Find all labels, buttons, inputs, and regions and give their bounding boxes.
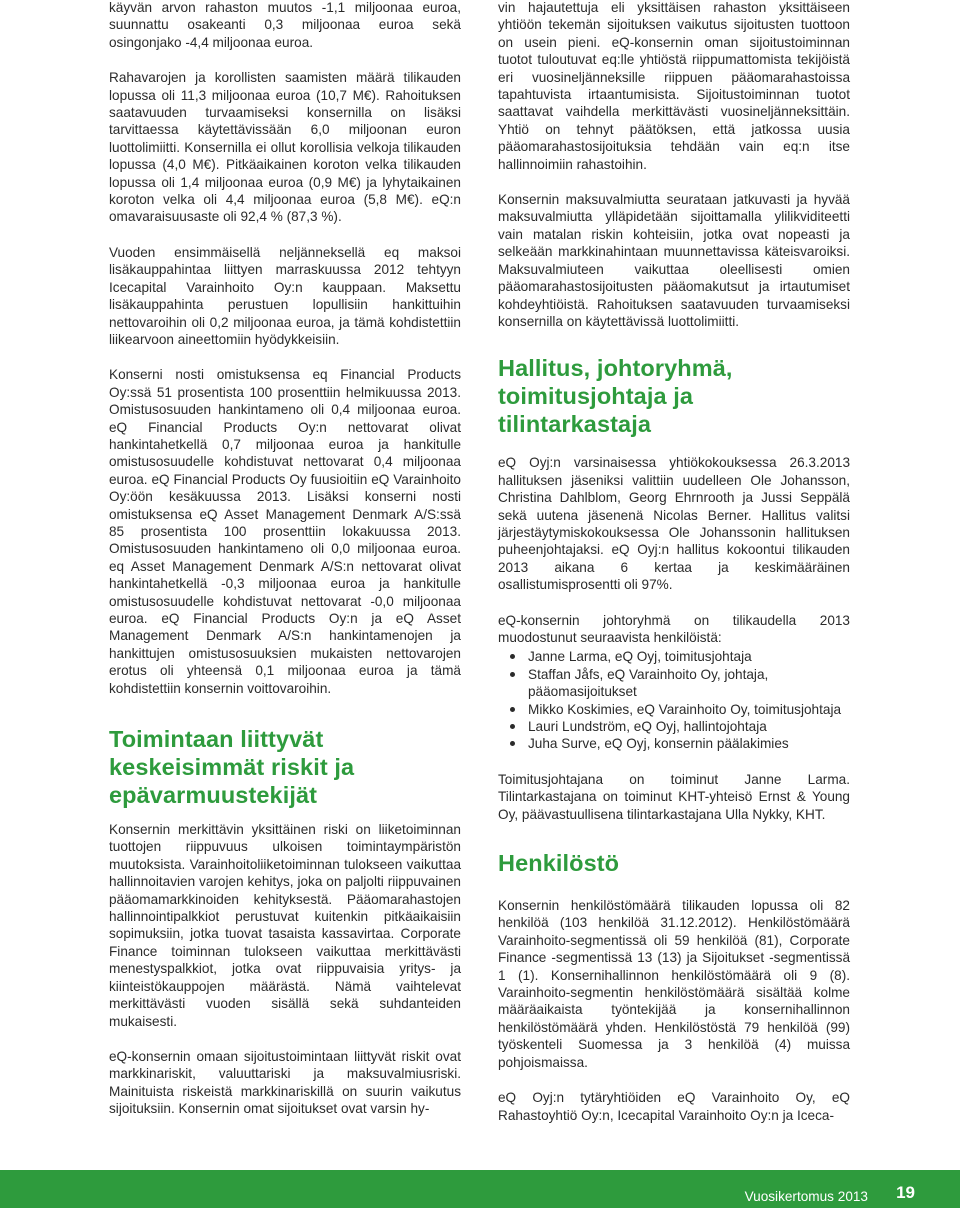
paragraph-ceo-and-auditor: Toimitusjohtajana on toiminut Janne Larma. Tilintarkastajana on toiminut KHT-yhteisö Ernst & Young Oy, päävastuullisena tilintarkastajana Ulla Nykky, KHT.	[498, 771, 850, 822]
paragraph-cash-and-liabilities: Rahavarojen ja korollisten saamisten määrä tilikauden lopussa oli 11,3 miljoonaa euroa (10,7 M€). Rahoituksen saatavuuden turvaamiseksi konsernilla on lisäksi tarvittaessa käytettävissään 6,0 miljoonan euron luottolimiitti. Konsernilla ei ollut korollisia velkoja tilikauden lopussa (4,0 M€). Pitkäaikainen koroton velka tilikauden lopussa oli 1,4 miljoonaa euroa (0,9 M€) ja lyhytaikainen koroton velka oli 4,4 miljoonaa euroa (5,8 M€). eQ:n omavaraisuusaste oli 92,4 % (87,3 %).	[109, 70, 461, 225]
page-number: 19	[896, 1183, 915, 1202]
paragraph-equity-changes: käyvän arvon rahaston muutos -1,1 miljoonaa euroa, suunnattu osakeanti 0,3 miljoonaa euroa sekä osingonjako -4,4 miljoonaa euroa.	[109, 0, 461, 50]
paragraph-headcount: Konsernin henkilöstömäärä tilikauden lopussa oli 82 henkilöä (103 henkilöä 31.12.2012). Henkilöstömäärä Varainhoito-segmentissä oli 59 henkilöä (81), Corporate Finance -segmentissä 13 (13) ja Sijoitukset -segmentissä 1 (1). Konsernihallinnon henkilöstömäärä oli 9 (8). Varainhoito-segmentin henkilöstömäärä sisältää kolme määräaikaista työntekijää ja konsernihallinnon henkilöstömäärä yhden. Henkilöstöstä 79 henkilöä (99) työskenteli Suomessa ja 3 henkilöä (4) muissa pohjoismaissa.	[498, 898, 850, 1070]
paragraph-liquidity: Konsernin maksuvalmiutta seurataan jatkuvasti ja hyvää maksuvalmiutta ylläpidetään sijoittamalla ylilikviditeetti vain matalan riskin kohteisiin, jotka ovat nopeasti ja selkeään markkinahintaan muunnettavissa käteisvaroiksi. Maksuvalmiuteen vaikuttaa oleellisesti omien pääomarahastosijoitusten pääomakutsut ja irtautumiset kohdeyhtiöistä. Rahoituksen saatavuuden turvaamiseksi konsernilla on käytettävissä luottolimiitti.	[498, 192, 850, 329]
paragraph-additional-purchase-price: Vuoden ensimmäisellä neljänneksellä eq maksoi lisäkauppahintaa liittyen marraskuussa 2012 tehtyyn Icecapital Varainhoito Oy:n kauppaan. Maksettu lisäkauppahinta perustuen lopullisiin hankittuihin nettovaroihin oli 0,2 miljoonaa euroa, ja tämä kohdistettiin liikearvoon aineettomiin hyödykkeisiin.	[109, 244, 461, 347]
left-column	[109, 0, 461, 1118]
paragraph-management-intro: eQ-konsernin johtoryhmä on tilikaudella 2013 muodostunut seuraavista henkilöistä:	[498, 612, 850, 645]
paragraph-investment-risk: eQ-konsernin omaan sijoitustoimintaan liittyvät riskit ovat markkinariskit, valuuttariski ja maksuvalmiusriski. Mainituista riskeistä markkinariskillä on suurin vaikutus sijoituksiin. Konsernin omat sijoitukset ovat varsin hy-	[109, 1048, 461, 1117]
management-team-list	[498, 648, 850, 752]
right-column	[498, 0, 850, 1124]
paragraph-business-risk: Konsernin merkittävin yksittäinen riski on liiketoiminnan tuottojen riippuvuus ulkoisen toimintaympäristön muutoksista. Varainhoitoliiketoiminnan tulokseen vaikuttaa hallinnoitavien varojen kehitys, joka on paljolti riippuvainen pääomamarkkinoiden kehityksestä. Pääomarahastojen hallinnointipalkkiot perustuvat kuitenkin pitkäaikaisiin sopimuksiin, jotka tuovat tasaista kassavirtaa. Corporate Finance toiminnan tulokseen vaikuttaa merkittävästi menestyspalkkiot, jotka ovat riippuvaisia yritys- ja kiinteistökauppojen määrästä. Nämä vaihtelevat merkittävästi vuoden sisällä sekä suhdanteiden mukaisesti.	[109, 822, 461, 1029]
board-section-heading: Hallitus, johtoryhmä, toimitusjohtaja ja tilintarkastaja	[498, 355, 733, 438]
list-item: Janne Larma, eQ Oyj, toimitusjohtaja	[528, 648, 850, 665]
paragraph-ownership-increases: Konserni nosti omistuksensa eq Financial Products Oy:ssä 51 prosentista 100 prosenttiin helmikuussa 2013. Omistusosuuden hankintameno oli 0,4 miljoonaa euroa. eQ Financial Products Oy:n nettovarat olivat hankintahetkellä 0,7 miljoonaa euroa ja hankitulle omistusosuudelle kohdistuvat nettovarat 0,4 miljoonaa euroa. eQ Financial Products Oy fuusioitiin eQ Varainhoito Oy:öön kesäkuussa 2013. Lisäksi konserni nosti omistuksensa eQ Asset Management Denmark A/S:ssä 85 prosentista 100 prosenttiin lokakuussa 2013. Omistusosuuden hankintameno oli 0,0 miljoonaa euroa. eq Asset Management Denmark A/S:n nettovarat olivat hankintahetkellä -0,3 miljoonaa euroa ja hankitulle omistusosuudelle kohdistuvat nettovarat -0,0 miljoonaa euroa. eQ Financial Products Oy:n ja eQ Asset Management Denmark A/S:n hankintamenojen ja hankittujen omistusosuuksien mukaisten nettovarojen erotus oli yhteensä 0,1 miljoonaa euroa ja tämä kohdistettiin konsernin voittovaroihin.	[109, 367, 461, 696]
staff-section-heading: Henkilöstö	[498, 850, 620, 877]
paragraph-board-election: eQ Oyj:n varsinaisessa yhtiökokouksessa 26.3.2013 hallituksen jäseniksi valittiin uudelleen Ole Johansson, Christina Dahlblom, Georg Ehrnrooth ja Jussi Seppälä sekä uutena jäsenenä Nicolas Berner. Hallitus valitsi järjestäytymiskokouksessa Ole Johanssonin hallituksen puheenjohtajaksi. eQ Oyj:n hallitus kokoontui tilikauden 2013 aikana 6 kertaa ja keskimääräinen osallistumisprosentti oli 97%.	[498, 455, 850, 593]
list-item: Mikko Koskimies, eQ Varainhoito Oy, toimitusjohtaja	[528, 701, 850, 718]
footer-bar	[0, 1170, 960, 1208]
list-item: Staffan Jåfs, eQ Varainhoito Oy, johtaja, pääomasijoitukset	[528, 666, 850, 701]
footer-title: Vuosikertomus 2013	[744, 1189, 868, 1204]
list-item: Lauri Lundström, eQ Oyj, hallintojohtaja	[528, 718, 850, 735]
paragraph-subsidiaries: eQ Oyj:n tytäryhtiöiden eQ Varainhoito Oy, eQ Rahastoyhtiö Oy:n, Icecapital Varainhoito Oy:n ja Iceca-	[498, 1090, 850, 1123]
paragraph-investment-returns: vin hajautettuja eli yksittäisen rahaston yksittäiseen yhtiöön tekemän sijoituksen vaikutus sijoitusten tuottoon on usein pieni. eQ-konsernin oman sijoitustoiminnan tuotot tuloutuvat eq:lle yhtiöstä riippumattomista tekijöistä eri vuosineljänneksille riippuen pääomarahastoissa tapahtuvista irtaantumisista. Sijoitustoiminnan tuotot saattavat vaihdella merkittävästi vuosineljänneksittäin. Yhtiö on tehnyt päätöksen, että jatkossa uusia pääomarahastosijoituksia tehdään vain eq:n itse hallinnoimiin rahastoihin.	[498, 0, 850, 172]
list-item: Juha Surve, eQ Oyj, konsernin päälakimies	[528, 735, 850, 752]
risk-section-heading: Toimintaan liittyvät keskeisimmät riskit ja epävarmuustekijät	[109, 726, 355, 809]
